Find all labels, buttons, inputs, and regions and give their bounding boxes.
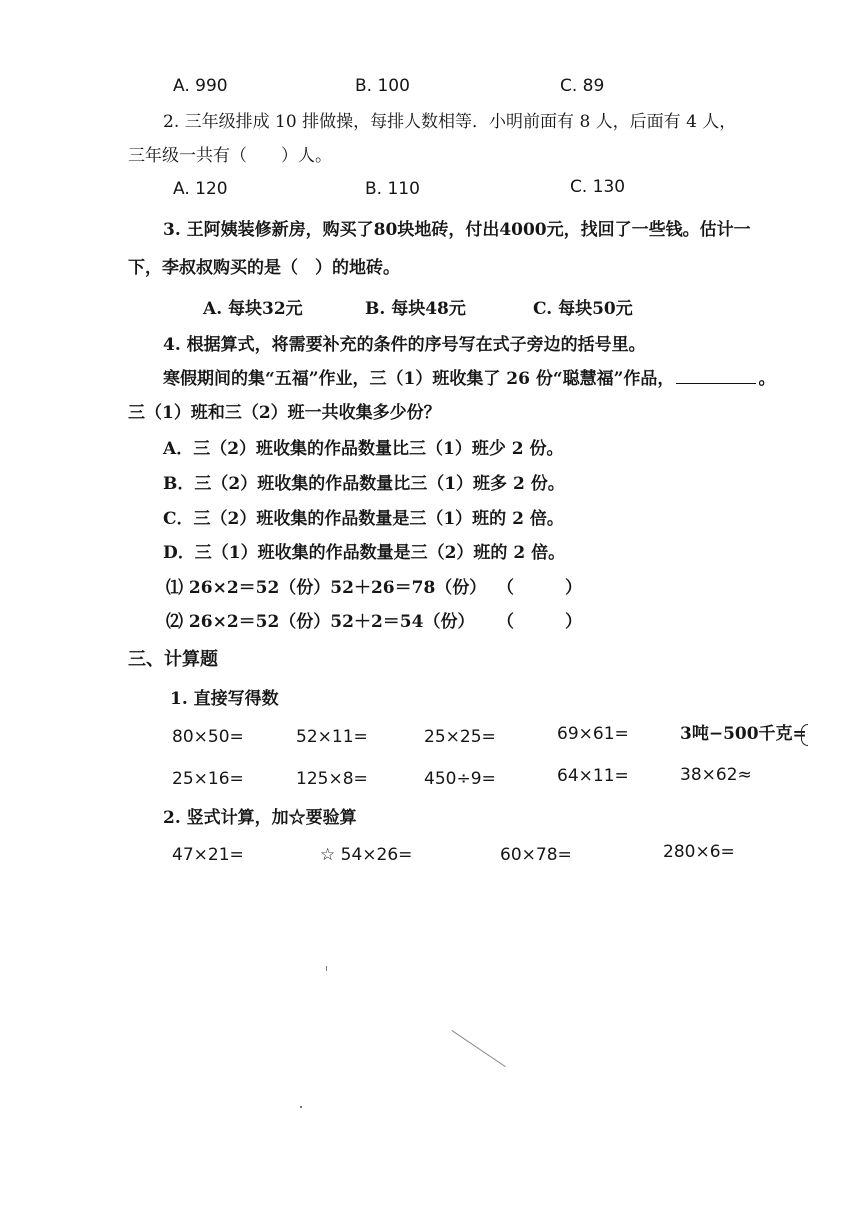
- q4-choice-c: C．三（2）班收集的作品数量是三（1）班的 2 倍。: [163, 509, 564, 529]
- q3-text-line1: 3. 王阿姨装修新房，购买了80块地砖，付出4000元，找回了一些钱。估计一: [163, 220, 751, 240]
- q4-formula-2-answer-paren: （ ）: [497, 612, 582, 632]
- calc-r2-2: 125×8=: [296, 769, 368, 789]
- calc-r2-5: 38×62≈: [680, 765, 752, 785]
- q2-text-line1: 2. 三年级排成 10 排做操，每排人数相等．小明前面有 8 人，后面有 4 人，: [163, 112, 737, 132]
- section-heading: 三、计算题: [128, 649, 218, 670]
- calc-r3-4: 280×6=: [663, 842, 735, 862]
- q4-choice-b: B．三（2）班收集的作品数量比三（1）班多 2 份。: [163, 474, 565, 494]
- q2-text-line2: 三年级一共有（ ）人。: [128, 146, 332, 166]
- calc-r2-4: 64×11=: [557, 766, 629, 786]
- calc-r1-4: 69×61=: [557, 724, 629, 744]
- q4-instruction: 4. 根据算式，将需要补充的条件的序号写在式子旁边的括号里。: [163, 335, 646, 355]
- q1-option-c: C. 89: [560, 76, 605, 96]
- calc-r3-1: 47×21=: [172, 845, 244, 865]
- scan-speck: [326, 966, 327, 971]
- q2-option-a: A. 120: [173, 179, 228, 199]
- sub-heading-vertical-calc: 2. 竖式计算，加☆要验算: [163, 808, 357, 828]
- q4-formula-1: ⑴ 26×2＝52（份）52＋26＝78（份）: [166, 578, 487, 598]
- q4-formula-1-answer-paren: （ ）: [497, 578, 582, 598]
- q2-option-c: C. 130: [570, 177, 626, 197]
- q4-choice-d: D．三（1）班收集的作品数量是三（2）班的 2 倍。: [163, 543, 566, 563]
- calc-r1-3: 25×25=: [424, 727, 496, 747]
- scan-speck: [300, 1106, 302, 1108]
- calc-r2-3: 450÷9=: [424, 769, 496, 789]
- calc-r1-2: 52×11=: [296, 727, 368, 747]
- q3-option-c: C. 每块50元: [533, 299, 633, 319]
- calc-r3-2: ☆ 54×26=: [320, 845, 413, 865]
- q4-question: 三（1）班和三（2）班一共收集多少份？: [128, 403, 441, 423]
- q3-text-line2: 下，李叔叔购买的是（ ）的地砖。: [128, 258, 400, 278]
- sub-heading-mental-math: 1. 直接写得数: [170, 689, 279, 709]
- calc-r2-1: 25×16=: [172, 769, 244, 789]
- q4-problem-text: 寒假期间的集“五福”作业，三（1）班收集了 26 份“聪慧福”作品，: [163, 369, 675, 389]
- answer-blank: [676, 369, 756, 384]
- q3-option-a: A. 每块32元: [203, 299, 303, 319]
- q2-option-b: B. 110: [365, 179, 420, 199]
- q4-problem-line: [163, 368, 775, 390]
- q4-problem-end: 。: [758, 369, 776, 389]
- calc-r1-1: 80×50=: [172, 727, 244, 747]
- q4-formula-2: ⑵ 26×2＝52（份）52＋2＝54（份）: [166, 612, 475, 632]
- q1-option-a: A. 990: [173, 76, 228, 96]
- calc-r1-5: 3吨−500千克=: [680, 724, 807, 744]
- calc-r3-3: 60×78=: [500, 845, 572, 865]
- q1-option-b: B. 100: [355, 76, 410, 96]
- q4-choice-a: A．三（2）班收集的作品数量比三（1）班少 2 份。: [163, 439, 564, 459]
- q3-option-b: B. 每块48元: [365, 299, 466, 319]
- scan-scratch: [451, 1030, 505, 1067]
- cropped-mark: [801, 724, 808, 746]
